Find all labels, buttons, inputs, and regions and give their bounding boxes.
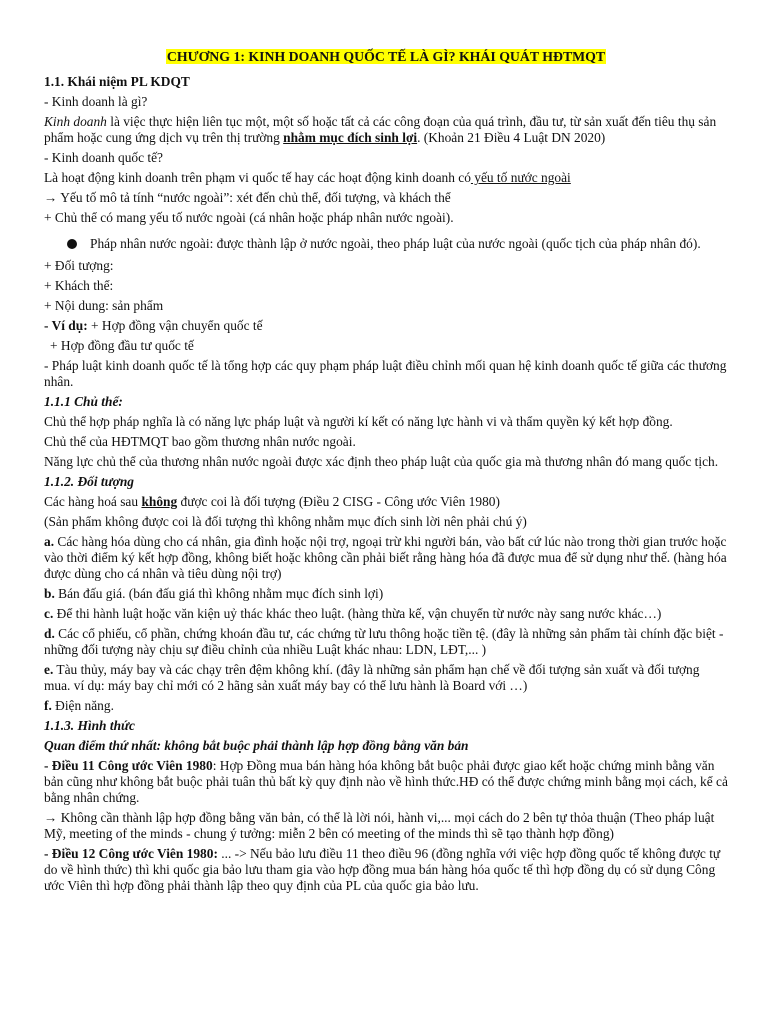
article-11-label: - Điều 11 Công ước Viên 1980 [44,758,213,773]
plus-item-noi-dung: + Nội dung: sản phẩm [44,298,164,313]
list-marker-a: a. [44,534,55,549]
example-line [44,318,728,334]
chapter-title [44,49,728,65]
bullet-dot-icon [67,239,77,249]
list-text-f: Điện năng. [51,698,114,713]
list-item-a [44,534,728,582]
section-heading-1-1-3: 1.1.3. Hình thức [44,718,135,733]
list-marker-b: b. [44,586,55,601]
definition-term: Kinh doanh [44,114,107,129]
plus-item-doi-tuong: + Đối tượng: [44,258,114,273]
example-label: - Ví dụ: [44,318,88,333]
article-11-para [44,758,728,806]
article-12-label: - Điều 12 Công ước Viên 1980: [44,846,218,861]
doi-tuong-intro [44,494,728,510]
doi-tuong-intro-c: được coi là đối tượng (Điều 2 CISG - Công ước Viên 1980) [177,494,500,509]
arrow-note-yeu-to: → Yếu tố mô tả tính “nước ngoài”: xét đến chủ thể, đối tượng, và khách thể [44,190,451,205]
question-kinh-doanh: - Kinh doanh là gì? [44,94,148,109]
list-text-d: Các cổ phiếu, cổ phần, chứng khoán đầu tư, các chứng từ lưu thông hoặc tiền tệ. (đây là những sản phẩm tài chính đặc biệt - những đối tượng này chịu sự điều chỉnh của nhiều Luật khác nhau: LDN, LĐT,... ) [44,626,724,657]
list-text-a: Các hàng hóa dùng cho cá nhân, gia đình hoặc nội trợ, ngoại trừ khi người bán, vào bất cứ lúc nào trong thời gian trước hoặc vào thời điểm ký kết hợp đồng, không biết hoặc không cần phải biết rằng hàng hóa đã được mua để sử dụng như thế. (hàng hóa được dùng cho cá nhân và tiêu dùng nội trợ) [44,534,727,581]
doi-tuong-intro-khong: không [141,494,178,509]
question-kinh-doanh-quoc-te: - Kinh doanh quốc tế? [44,150,163,165]
chu-the-para-3: Năng lực chủ thể của thương nhân nước ngoài được xác định theo pháp luật của quốc gia mà thương nhân đó mang quốc tịch. [44,454,719,469]
article-11-text: : Hợp Đồng mua bán hàng hóa không bắt buộc phải được giao kết hoặc chứng minh bằng văn bản cũng như không bắt buộc phải tuân thủ bất kỳ quy định nào về hình thức.HĐ có thể được chứng minh bằng mọi cách, kể cả bằng nhân chứng. [44,758,728,805]
section-heading-1-1-2: 1.1.2. Đối tượng [44,474,134,489]
example-text: + Hợp đồng vận chuyển quốc tế [87,318,263,333]
doi-tuong-note: (Sản phẩm không được coi là đối tượng thì không nhằm mục đích sinh lời nên phải chú ý) [44,514,527,529]
view-1-heading: Quan điểm thứ nhất: không bắt buộc phải thành lập hợp đồng bằng văn bản [44,738,469,753]
chapter-title-text: CHƯƠNG 1: KINH DOANH QUỐC TẾ LÀ GÌ? KHÁI QUÁT HĐTMQT [166,49,606,64]
definition-emphasis: nhằm mục đích sinh lợi [283,130,418,145]
plus-item-khach-the: + Khách thể: [44,278,114,293]
article-12-para [44,846,728,894]
list-text-c: Để thi hành luật hoặc văn kiện uỷ thác khác theo luật. (hàng thừa kế, vận chuyển từ nước này sang nước khác…) [53,606,662,621]
definition-text-2: . (Khoản 21 Điều 4 Luật DN 2020) [417,130,606,145]
list-item-f [44,698,728,714]
list-marker-e: e. [44,662,54,677]
pl-kdqt-definition: - Pháp luật kinh doanh quốc tế là tổng hợp các quy phạm pháp luật điều chỉnh mối quan hệ kinh doanh quốc tế giữa các thương nhân. [44,358,727,389]
definition-kdqt-text: Là hoạt động kinh doanh trên phạm vi quốc tế hay các hoạt động kinh doanh có [44,170,471,185]
definition-kdqt-emphasis: yếu tố nước ngoài [470,170,571,185]
list-marker-d: d. [44,626,55,641]
definition-kinh-doanh [44,114,728,146]
list-marker-c: c. [44,606,54,621]
list-text-b: Bán đấu giá. (bán đấu giá thì không nhằm mục đích sinh lợi) [54,586,384,601]
definition-text-1: là việc thực hiện liên tục một, một số hoặc tất cả các công đoạn của quá trình, đầu tư, từ sản xuất đến tiêu thụ sản phẩm hoặc cung ứng dịch vụ trên thị trường [44,114,717,145]
definition-kdqt [44,170,728,186]
plus-item-chu-the: + Chủ thể có mang yếu tố nước ngoài (cá nhân hoặc pháp nhân nước ngoài). [44,210,454,225]
list-text-e: Tàu thủy, máy bay và các chạy trên đệm không khí. (đây là những sản phẩm hạn chế về đối tượng sản xuất và đối tượng mua. ví dụ: máy bay chỉ mới có 2 hãng sản xuất máy bay có thể lưu hành là Board với …) [44,662,700,693]
doi-tuong-intro-a: Các hàng hoá sau [44,494,142,509]
arrow-note-form: → Không cần thành lập hợp đồng bằng văn bản, có thể là lời nói, hành vi,... mọi cách do 2 bên tự thỏa thuận (Theo pháp luật Mỹ, meeting of the minds - chung ý tưởng: miễn 2 bên có meeting of the minds thì sẽ tạo thành hợp đồng) [44,810,715,841]
bullet-phap-nhan [44,234,728,254]
example-line-2: + Hợp đồng đầu tư quốc tế [50,338,194,353]
list-item-e [44,662,728,694]
list-marker-f: f. [44,698,52,713]
chu-the-para-2: Chủ thể của HĐTMQT bao gồm thương nhân nước ngoài. [44,434,356,449]
section-heading-1-1-1: 1.1.1 Chủ thể: [44,394,123,409]
list-item-c [44,606,728,622]
section-heading-1-1: 1.1. Khái niệm PL KDQT [44,74,190,89]
bullet-phap-nhan-text: Pháp nhân nước ngoài: được thành lập ở nước ngoài, theo pháp luật của nước ngoài (quốc tịch của pháp nhân đó). [90,236,701,251]
list-item-d [44,626,728,658]
chu-the-para-1: Chủ thể hợp pháp nghĩa là có năng lực pháp luật và người kí kết có năng lực hành vi và thẩm quyền ký kết hợp đồng. [44,414,673,429]
list-item-b [44,586,728,602]
article-12-text: ... -> Nếu bảo lưu điều 11 theo điều 96 (đồng nghĩa với việc hợp đồng quốc tế không được tự do về hình thức) thì khi quốc gia bảo lưu tham gia vào hợp đồng mua bán hàng hóa quốc tế thì hợp đồng dụ có sử dụng Công ước Viên thì hợp đồng phải thành lập theo quy định của PL của quốc gia bảo lưu. [44,846,721,893]
